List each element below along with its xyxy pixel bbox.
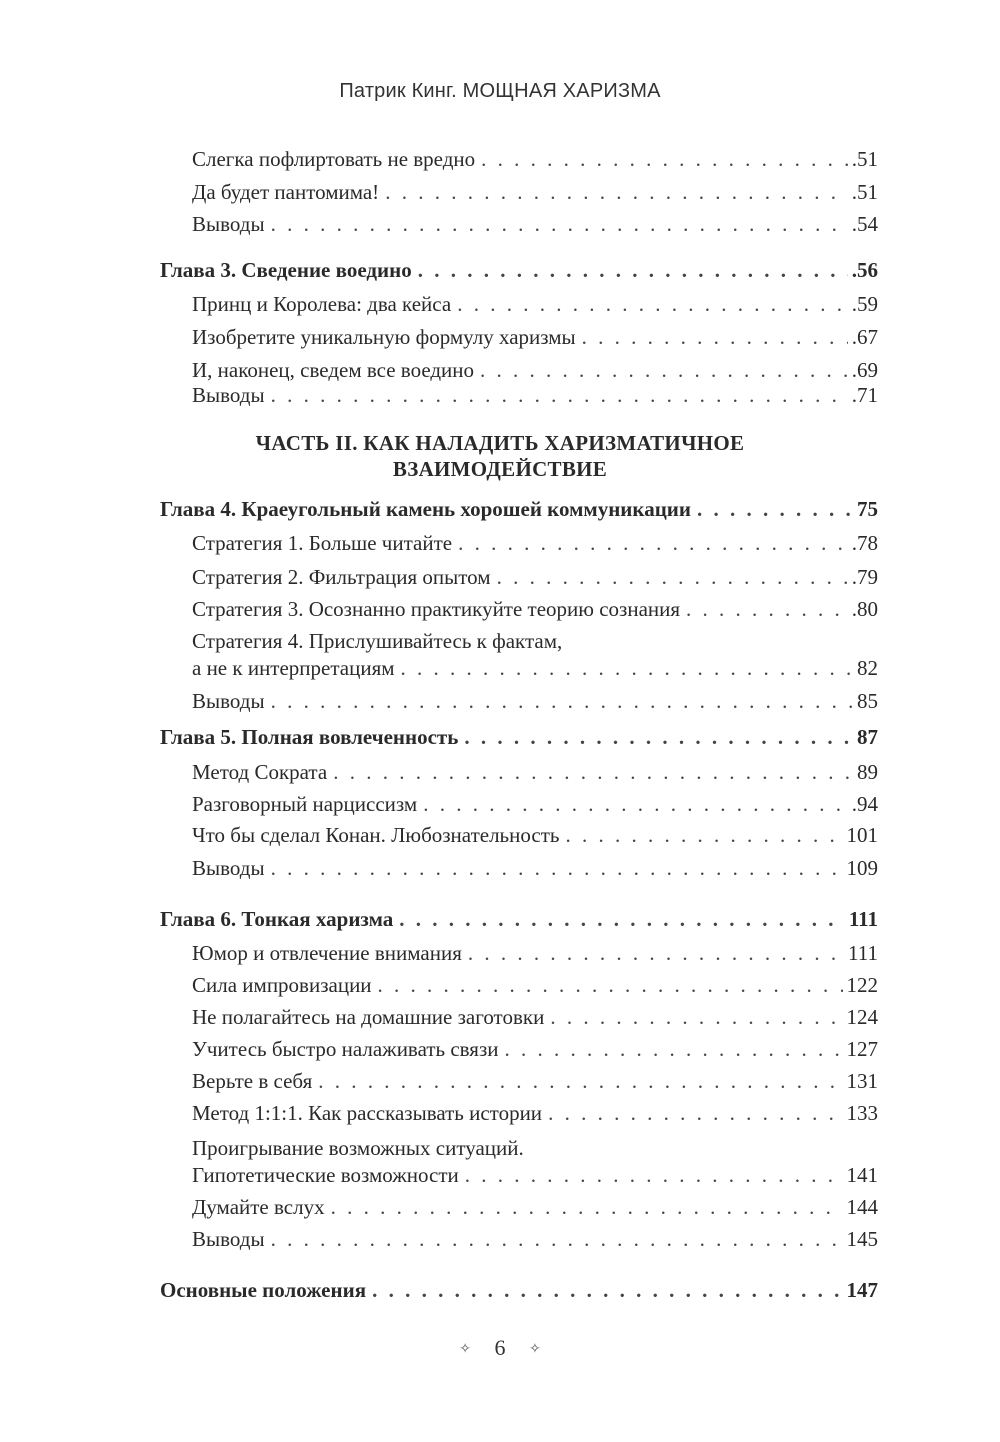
entry-title: Выводы <box>192 1227 265 1251</box>
entry-title: Слегка пофлиртовать не вредно <box>192 147 476 171</box>
running-head: Патрик Кинг. МОЩНАЯ ХАРИЗМА <box>339 80 661 102</box>
toc-entry[interactable] <box>192 1036 878 1062</box>
dot-leader <box>331 1194 843 1220</box>
dot-leader <box>505 1036 843 1062</box>
toc-entry[interactable] <box>192 1068 878 1094</box>
toc-entry[interactable] <box>192 357 878 383</box>
dot-leader <box>582 324 848 350</box>
entry-title-line1: Стратегия 4. Прислушивайтесь к фактам, <box>192 629 563 653</box>
toc-chapter-3[interactable] <box>160 257 878 283</box>
entry-page: 145 <box>846 1227 878 1251</box>
entry-page: .51 <box>851 147 878 171</box>
entry-page: 85 <box>857 689 878 713</box>
part-heading-line1: ЧАСТЬ II. КАК НАЛАДИТЬ ХАРИЗМАТИЧНОЕ <box>255 431 745 455</box>
entry-page: 144 <box>846 1195 878 1219</box>
toc-entry[interactable] <box>192 759 878 785</box>
toc-entry[interactable] <box>192 655 878 681</box>
entry-page: .59 <box>851 292 878 316</box>
chapter-title: Глава 6. Тонкая харизма <box>160 907 394 931</box>
dot-leader <box>465 1162 843 1188</box>
ornament-icon: ✧ <box>529 1342 541 1358</box>
dot-leader <box>333 759 853 785</box>
dot-leader <box>271 688 853 714</box>
chapter-title: Глава 3. Сведение воедино <box>160 258 412 282</box>
toc-entry[interactable] <box>192 382 878 408</box>
entry-page: 122 <box>846 973 878 997</box>
entry-title: Метод Сократа <box>192 760 328 784</box>
page-footer <box>0 1335 1000 1361</box>
entry-title: Разговорный нарциссизм <box>192 792 418 816</box>
entry-title: Что бы сделал Конан. Любознательность <box>192 823 560 847</box>
entry-page: .71 <box>851 383 878 407</box>
entry-title: а не к интерпретациям <box>192 656 395 680</box>
entry-page: 127 <box>846 1037 878 1061</box>
entry-title: Стратегия 2. Фильтрация опытом <box>192 565 491 589</box>
entry-title: Сила импровизации <box>192 973 372 997</box>
dot-leader <box>271 1226 843 1252</box>
entry-page: .80 <box>851 597 878 621</box>
dot-leader <box>697 496 853 522</box>
entry-page: 111 <box>848 941 878 965</box>
chapter-page: .56 <box>851 258 878 282</box>
dot-leader <box>423 791 848 817</box>
dot-leader <box>457 291 848 317</box>
toc-entry[interactable] <box>192 146 878 172</box>
dot-leader <box>401 655 853 681</box>
entry-page: 124 <box>846 1005 878 1029</box>
entry-page: .69 <box>851 358 878 382</box>
toc-entry[interactable] <box>192 940 878 966</box>
dot-leader <box>548 1100 842 1126</box>
toc-summary[interactable] <box>160 1277 878 1303</box>
entry-page: .94 <box>851 792 878 816</box>
entry-title: И, наконец, сведем все воедино <box>192 358 475 382</box>
entry-title: Думайте вслух <box>192 1195 325 1219</box>
dot-leader <box>481 146 848 172</box>
summary-title: Основные положения <box>160 1278 367 1302</box>
toc-entry[interactable] <box>192 324 878 350</box>
entry-title: Да будет пантомима! <box>192 180 380 204</box>
toc-entry[interactable] <box>192 688 878 714</box>
toc-entry[interactable] <box>192 1194 878 1220</box>
entry-title: Юмор и отвлечение внимания <box>192 941 462 965</box>
toc-chapter-5[interactable] <box>160 724 878 750</box>
entry-title: Учитесь быстро налаживать связи <box>192 1037 499 1061</box>
chapter-page: 87 <box>857 725 878 749</box>
entry-page: .54 <box>851 212 878 236</box>
chapter-title: Глава 4. Краеугольный камень хорошей коммуникации <box>160 497 691 521</box>
entry-page: 131 <box>846 1069 878 1093</box>
toc-entry[interactable] <box>192 822 878 848</box>
dot-leader <box>458 530 848 556</box>
part-heading-line2: ВЗАИМОДЕЙСТВИЕ <box>392 457 608 481</box>
toc-entry[interactable] <box>192 211 878 237</box>
part-heading <box>0 430 1000 482</box>
dot-leader <box>271 382 848 408</box>
toc-entry[interactable] <box>192 1100 878 1126</box>
entry-page: .78 <box>851 531 878 555</box>
toc-entry[interactable] <box>192 596 878 622</box>
dot-leader <box>399 906 845 932</box>
toc-chapter-6[interactable] <box>160 906 878 932</box>
entry-title: Стратегия 1. Больше читайте <box>192 531 453 555</box>
page-number: 6 <box>494 1335 506 1360</box>
dot-leader <box>372 1277 842 1303</box>
toc-entry[interactable] <box>192 1226 878 1252</box>
dot-leader <box>271 211 848 237</box>
summary-page: 147 <box>846 1278 878 1302</box>
toc-entry[interactable] <box>192 530 878 556</box>
toc-entry[interactable] <box>192 291 878 317</box>
entry-page: .67 <box>851 325 878 349</box>
entry-title: Выводы <box>192 383 265 407</box>
entry-title: Не полагайтесь на домашние заготовки <box>192 1005 545 1029</box>
entry-title: Выводы <box>192 212 265 236</box>
dot-leader <box>550 1004 842 1030</box>
entry-page: 141 <box>846 1163 878 1187</box>
toc-chapter-4[interactable] <box>160 496 878 522</box>
toc-entry[interactable] <box>192 179 878 205</box>
chapter-page: 75 <box>857 497 878 521</box>
entry-title: Выводы <box>192 689 265 713</box>
entry-page: 82 <box>857 656 878 680</box>
dot-leader <box>480 357 848 383</box>
entry-title: Выводы <box>192 856 265 880</box>
entry-title: Гипотетические возможности <box>192 1163 459 1187</box>
toc-entry[interactable] <box>192 1004 878 1030</box>
entry-title: Принц и Королева: два кейса <box>192 292 452 316</box>
toc-entry[interactable] <box>192 855 878 881</box>
chapter-page: 111 <box>848 907 878 931</box>
entry-title: Верьте в себя <box>192 1069 313 1093</box>
toc-entry[interactable] <box>192 791 878 817</box>
dot-leader <box>464 724 853 750</box>
entry-page: .51 <box>851 180 878 204</box>
entry-page: 89 <box>857 760 878 784</box>
dot-leader <box>565 822 842 848</box>
entry-page: 101 <box>846 823 878 847</box>
toc-entry[interactable] <box>192 1162 878 1188</box>
chapter-title: Глава 5. Полная вовлеченность <box>160 725 459 749</box>
dot-leader <box>686 596 848 622</box>
toc-entry[interactable] <box>192 972 878 998</box>
ornament-icon: ✧ <box>459 1342 471 1358</box>
entry-title: Метод 1:1:1. Как рассказывать истории <box>192 1101 543 1125</box>
entry-page: .79 <box>851 565 878 589</box>
entry-title: Изобретите уникальную формулу харизмы <box>192 325 576 349</box>
entry-page: 133 <box>846 1101 878 1125</box>
dot-leader <box>418 257 848 283</box>
entry-page: 109 <box>846 856 878 880</box>
dot-leader <box>385 179 848 205</box>
toc-entry[interactable] <box>192 564 878 590</box>
dot-leader <box>497 564 848 590</box>
entry-title: Стратегия 3. Осознанно практикуйте теорию сознания <box>192 597 681 621</box>
dot-leader <box>271 855 843 881</box>
dot-leader <box>378 972 843 998</box>
dot-leader <box>318 1068 842 1094</box>
dot-leader <box>468 940 844 966</box>
entry-title-line1: Проигрывание возможных ситуаций. <box>192 1136 524 1160</box>
